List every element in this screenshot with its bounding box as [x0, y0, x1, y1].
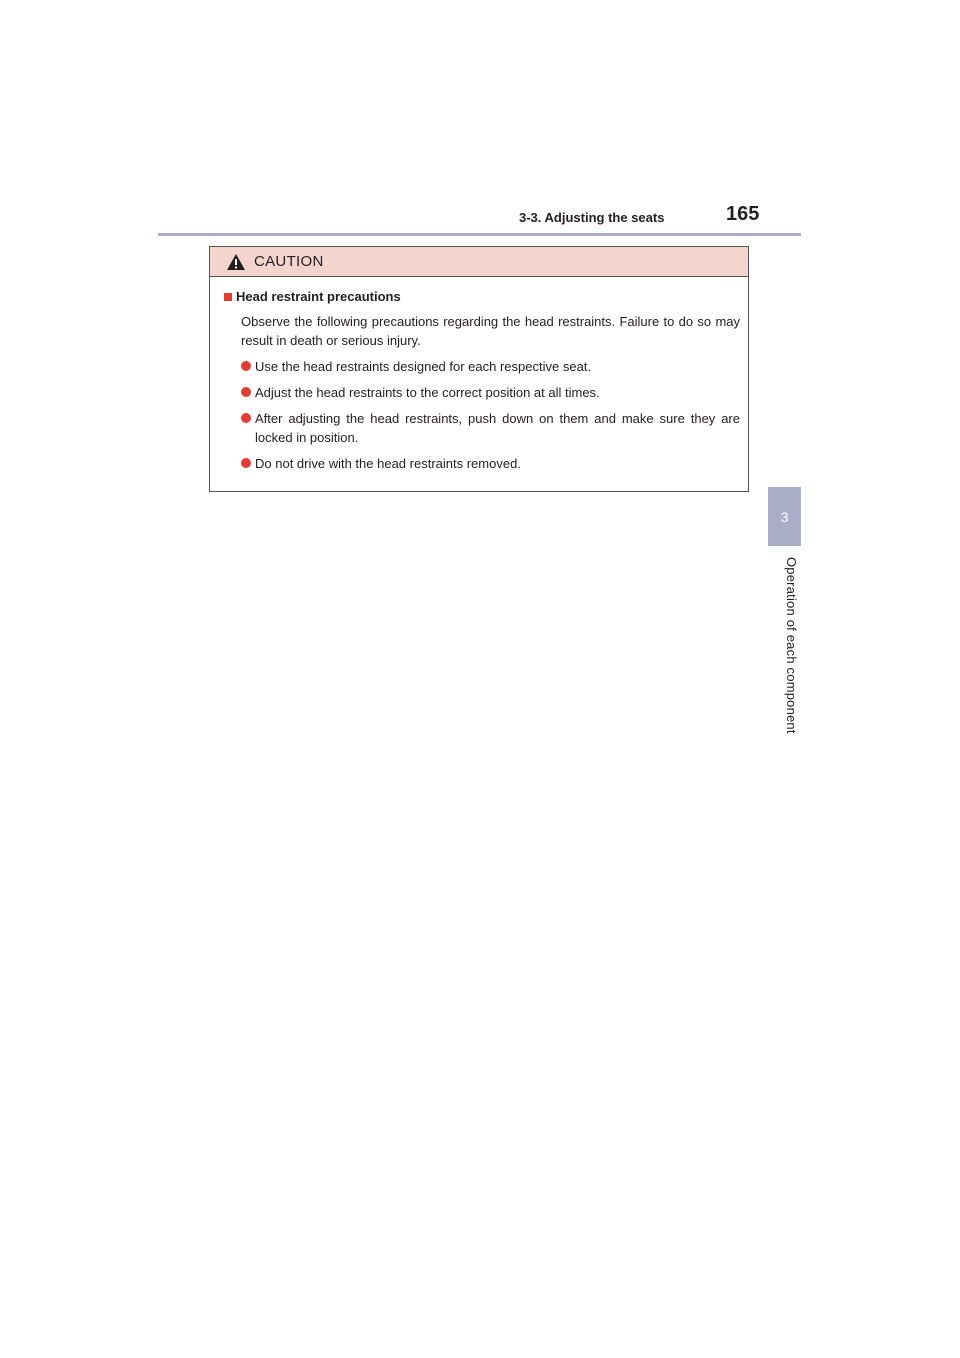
caution-body [210, 277, 748, 473]
list-item-text: After adjusting the head restraints, push down on them and make sure they are locked in position. [255, 411, 740, 445]
caution-intro: Observe the following precautions regarding the head restraints. Failure to do so may result in death or serious injury. [241, 314, 740, 348]
caution-subheading [222, 289, 740, 304]
list-item [241, 357, 740, 376]
chapter-tab [768, 487, 801, 546]
bullet-dot-icon [241, 458, 251, 468]
caution-header [210, 247, 748, 277]
caution-box [209, 246, 749, 492]
chapter-number: 3 [780, 508, 789, 525]
list-item [241, 383, 740, 402]
bullet-dot-icon [241, 361, 251, 371]
bullet-dot-icon [241, 413, 251, 423]
list-item [241, 409, 740, 447]
header-rule [158, 233, 801, 236]
list-item-text: Do not drive with the head restraints removed. [255, 456, 521, 471]
list-item [241, 454, 740, 473]
square-bullet-icon [224, 293, 232, 301]
bullet-dot-icon [241, 387, 251, 397]
list-item-text: Use the head restraints designed for each respective seat. [255, 359, 592, 374]
subheading-text: Head restraint precautions [236, 289, 401, 304]
warning-triangle-icon [226, 253, 246, 271]
page-number: 165 [726, 203, 760, 225]
list-item-text: Adjust the head restraints to the correct position at all times. [255, 385, 600, 400]
section-title: 3-3. Adjusting the seats [519, 210, 665, 225]
caution-label: CAUTION [254, 253, 324, 270]
chapter-label: Operation of each component [784, 557, 799, 734]
